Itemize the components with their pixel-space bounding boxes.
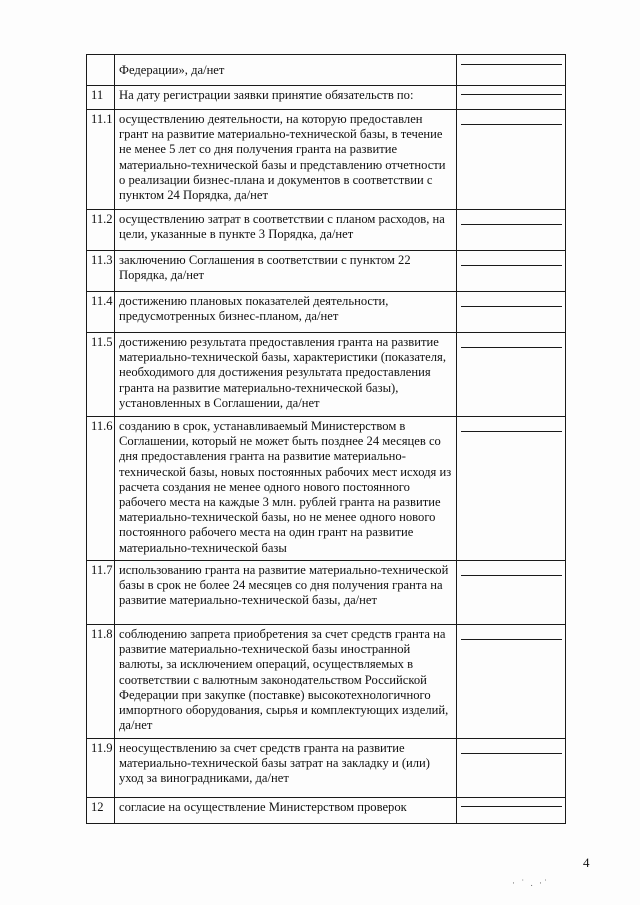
row-number: 11 <box>87 86 115 110</box>
table-row <box>87 251 566 292</box>
row-number <box>87 55 115 86</box>
answer-cell <box>457 739 566 798</box>
row-number: 11.1 <box>87 110 115 210</box>
row-number: 11.3 <box>87 251 115 292</box>
table-row <box>87 86 566 110</box>
scan-artifact: · ˙ . ·˙ <box>512 878 549 888</box>
row-text: достижению результата предоставления гранта на развитие материально-технической базы, характеристики (показателя, необходимого для достижения результата предоставления гранта на развитие материально-технической базы), установленных в Соглашении, да/нет <box>115 333 457 417</box>
table-row <box>87 292 566 333</box>
answer-cell <box>457 625 566 739</box>
row-text: заключению Соглашения в соответствии с пунктом 22 Порядка, да/нет <box>115 251 457 292</box>
answer-cell <box>457 333 566 417</box>
answer-cell <box>457 55 566 86</box>
row-text: достижению плановых показателей деятельности, предусмотренных бизнес-планом, да/нет <box>115 292 457 333</box>
table-row <box>87 110 566 210</box>
row-text: созданию в срок, устанавливаемый Министерством в Соглашении, который не может быть позднее 24 месяцев со дня предоставления гранта на развитие материально-технической базы, новых постоянных рабочих мест исходя из расчета создания не менее одного нового постоянного рабочего места на каждые 3 млн. рублей гранта на развитие материально-технической базы, но не менее одного нового постоянного рабочего места на один грант на развитие материально-технической базы <box>115 417 457 561</box>
table-row <box>87 417 566 561</box>
row-number: 11.4 <box>87 292 115 333</box>
table-row <box>87 561 566 625</box>
table-row <box>87 333 566 417</box>
row-number: 11.7 <box>87 561 115 625</box>
table-row <box>87 739 566 798</box>
answer-cell <box>457 798 566 824</box>
answer-cell <box>457 292 566 333</box>
table-row <box>87 625 566 739</box>
answer-cell <box>457 110 566 210</box>
row-text: неосуществлению за счет средств гранта на развитие материально-технической базы затрат на закладку и (или) уход за виноградниками, да/нет <box>115 739 457 798</box>
row-text: осуществлению деятельности, на которую предоставлен грант на развитие материально-технической базы, в течение не менее 5 лет со дня получения гранта на развитие материально-технической базы и представлению отчетности о реализации бизнес-плана и документов в соответствии с пунктом 24 Порядка, да/нет <box>115 110 457 210</box>
row-text: соблюдению запрета приобретения за счет средств гранта на развитие материально-технической базы иностранной валюты, за исключением операций, осуществляемых в соответствии с валютным законодательством Российской Федерации при закупке (поставке) высокотехнологичного импортного оборудования, сырья и комплектующих изделий, да/нет <box>115 625 457 739</box>
table-row <box>87 210 566 251</box>
row-number: 12 <box>87 798 115 824</box>
table-row <box>87 55 566 86</box>
answer-cell <box>457 210 566 251</box>
page-number: 4 <box>583 855 590 870</box>
row-number: 11.9 <box>87 739 115 798</box>
table-row <box>87 798 566 824</box>
row-text: осуществлению затрат в соответствии с планом расходов, на цели, указанные в пункте 3 Порядка, да/нет <box>115 210 457 251</box>
row-number: 11.5 <box>87 333 115 417</box>
row-text: использованию гранта на развитие материально-технической базы в срок не более 24 месяцев со дня получения гранта на развитие материально-технической базы, да/нет <box>115 561 457 625</box>
row-number: 11.8 <box>87 625 115 739</box>
application-form-table <box>86 54 566 824</box>
answer-cell <box>457 417 566 561</box>
answer-cell <box>457 86 566 110</box>
row-text: На дату регистрации заявки принятие обязательств по: <box>115 86 457 110</box>
row-number: 11.6 <box>87 417 115 561</box>
answer-cell <box>457 561 566 625</box>
row-number: 11.2 <box>87 210 115 251</box>
row-text: согласие на осуществление Министерством проверок <box>115 798 457 824</box>
row-text: Федерации», да/нет <box>115 55 457 86</box>
answer-cell <box>457 251 566 292</box>
